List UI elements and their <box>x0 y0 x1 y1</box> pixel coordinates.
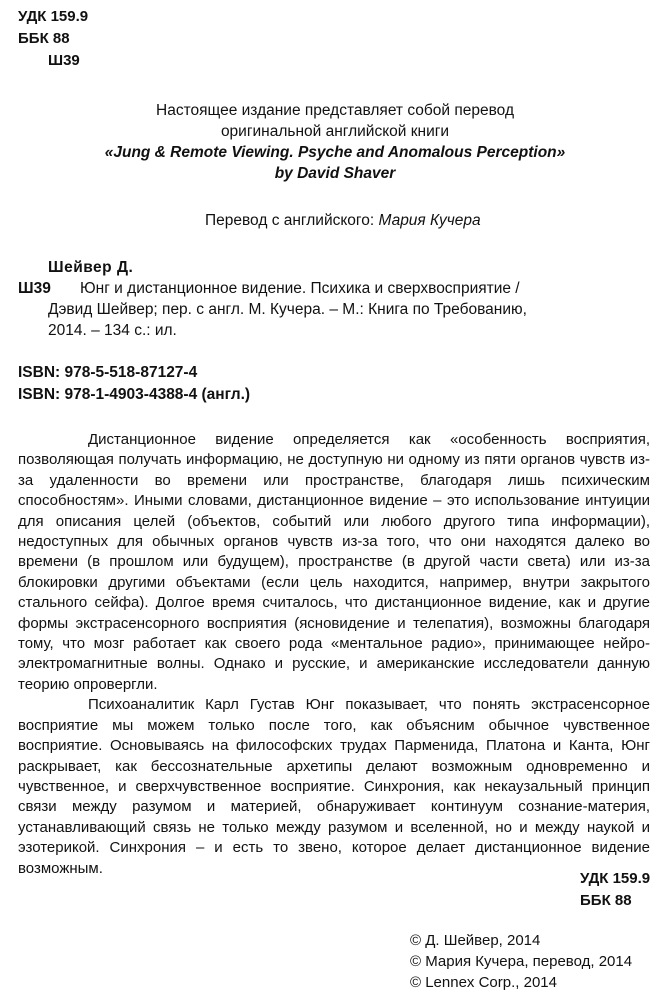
isbn-original: ISBN: 978-1-4903-4388-4 (англ.) <box>18 386 251 403</box>
bottom-bbk-code: ББК 88 <box>580 892 632 909</box>
copyright-block <box>410 930 632 993</box>
copyright-author: © Д. Шейвер, 2014 <box>410 932 541 949</box>
translation-note <box>20 100 650 184</box>
bottom-udk-code: УДК 159.9 <box>580 870 651 887</box>
translator-name: Мария Кучера <box>378 212 481 229</box>
author-mark: Ш39 <box>48 52 80 69</box>
isbn-primary: ISBN: 978-5-518-87127-4 <box>18 364 198 381</box>
translation-note-line1: Настоящее издание представляет собой перевод <box>156 102 514 119</box>
original-author: by David Shaver <box>274 165 396 182</box>
udk-code: УДК 159.9 <box>18 8 89 25</box>
annotation-paragraph-1: Дистанционное видение определяется как «особенность восприятия, позволяющая получать информацию, не доступную ни одному из пяти органов чувств из-за удаленности во времени или пространстве, благодаря лишь психическим способностям». Иными словами, дистанционное видение – это использование интуиции для описания целей (объектов, событий или любого другого типа информации), недоступных для обычных органов чувств из-за того, что они находятся далеко во времени (в прошлом или будущем), пространстве (в другой части света) или из-за блокировки другими объектами (если цель находится, например, внутри закрытого стального сейфа). Долгое время считалось, что дистанционное видение, как и другие формы экстрасенсорного восприятия (ясновидение и телепатия), возможны благодаря тому, что мозг работает как своего рода «ментальное радио», принимающее нейро-электромагнитные волны. Однако и русские, и американские исследователи данную теорию опровергли. <box>18 431 650 693</box>
bibliographic-line2: Дэвид Шейвер; пер. с англ. М. Кучера. – М.: Книга по Требованию, <box>48 301 527 318</box>
copyright-publisher: © Lennex Corp., 2014 <box>410 974 557 991</box>
bibliographic-mark: Ш39 <box>18 280 51 297</box>
bibliographic-line1: Юнг и дистанционное видение. Психика и сверхвосприятие / <box>80 280 520 297</box>
translator-line <box>205 211 481 231</box>
bbk-code: ББК 88 <box>18 30 70 47</box>
translator-prefix: Перевод с английского: <box>205 212 379 229</box>
translation-note-line2: оригинальной английской книги <box>220 123 450 140</box>
bibliographic-author-heading: Шейвер Д. <box>48 259 134 276</box>
bibliographic-line3: 2014. – 134 с.: ил. <box>48 322 177 339</box>
annotation <box>18 430 650 879</box>
copyright-translator: © Мария Кучера, перевод, 2014 <box>410 953 633 970</box>
original-title: «Jung & Remote Viewing. Psyche and Anomalous Perception» <box>104 144 566 161</box>
annotation-paragraph-2: Психоаналитик Карл Густав Юнг показывает, что понять экстрасенсорное восприятие мы можем только после того, как объясним обычное чувственное восприятие. Основываясь на философских трудах Парменида, Платона и Канта, Юнг раскрывает, как бессознательные архетипы делают возможным одновременно и чувственное, и сверхчувственное восприятие. Синхрония, как некаузальный принцип связи между разумом и материей, обнаруживает континуум сознание-материя, устанавливающий связь не только между разумом и вселенной, но и между наукой и эзотерикой. Синхрония – и есть то звено, которое делает дистанционное видение возможным. <box>18 696 650 877</box>
